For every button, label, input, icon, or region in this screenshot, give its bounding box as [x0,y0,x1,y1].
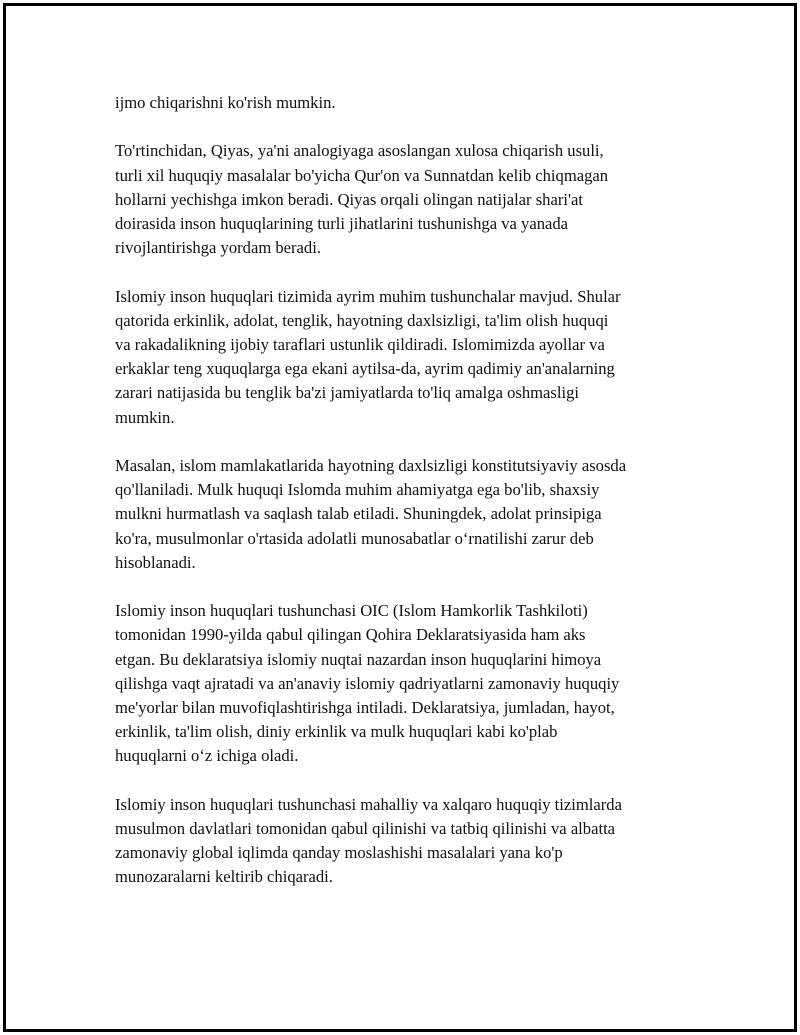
text-line: hisoblanadi. [115,552,196,572]
text-line: Islomiy inson huquqlari tushunchasi mahalliy va xalqaro huquqiy tizimlarda [115,794,622,814]
paragraph [115,91,695,115]
text-line: mulkni hurmatlash va saqlash talab etiladi. Shuningdek, adolat prinsipiga [115,504,602,524]
text-line: qo'llaniladi. Mulk huquqi Islomda muhim ahamiyatga ega bo'lib, shaxsiy [115,480,600,500]
text-line: munozaralarni keltirib chiqaradi. [115,867,333,887]
text-line: erkinlik, ta'lim olish, diniy erkinlik va mulk huquqlari kabi ko'plab [115,722,558,742]
text-line: zarari natijasida bu tenglik ba'zi jamiyatlarda to'liq amalga oshmasligi [115,383,580,403]
text-line: Masalan, islom mamlakatlarida hayotning daxlsizligi konstitutsiyaviy asosda [115,456,627,475]
text-line: mumkin. [115,407,175,427]
paragraph [115,793,695,890]
text-line: turli xil huquqiy masalalar bo'yicha Qur'on va Sunnatdan kelib chiqmagan [115,165,609,185]
text-line: erkaklar teng xuquqlarga ega ekani aytilsa-da, ayrim qadimiy an'analarning [115,359,615,379]
text-line: ko'ra, musulmonlar o'rtasida adolatli munosabatlar o‘rnatilishi zarur deb [115,528,594,548]
text-line: va rakadalikning ijobiy taraflari ustunlik qildiradi. Islomimizda ayollar va [115,335,605,354]
text-line: musulmon davlatlari tomonidan qabul qilinishi va tatbiq qilinishi va albatta [115,819,616,839]
text-line: doirasida inson huquqlarining turli jihatlarini tushunishga va yanada [115,214,569,233]
text-line: zamonaviy global iqlimda qanday moslashishi masalalari yana ko'p [115,843,563,863]
text-line: Islomiy inson huquqlari tushunchasi OIC (Islom Hamkorlik Tashkiloti) [115,601,588,621]
text-line: ijmo chiqarishni ko'rish mumkin. [115,93,336,112]
paragraph [115,454,695,575]
text-line: etgan. Bu deklaratsiya islomiy nuqtai nazardan inson huquqlarini himoya [115,649,602,669]
text-line: huquqlarni o‘z ichiga oladi. [115,746,299,766]
paragraph [115,139,695,260]
text-line: rivojlantirishga yordam beradi. [115,238,321,258]
text-line: me'yorlar bilan muvofiqlashtirishga intiladi. Deklaratsiya, jumladan, hayot, [115,698,615,718]
text-line: Islomiy inson huquqlari tizimida ayrim muhim tushunchalar mavjud. Shular [115,286,621,306]
text-line: tomonidan 1990-yilda qabul qilingan Qohira Deklaratsiyasida ham aks [115,625,586,645]
text-line: hollarni yechishga imkon beradi. Qiyas orqali olingan natijalar shari'at [115,189,583,209]
text-line: qatorida erkinlik, adolat, tenglik, hayotning daxlsizligi, ta'lim olish huquqi [115,310,609,330]
document-body [115,91,695,914]
paragraph [115,599,695,768]
text-line: To'rtinchidan, Qiyas, ya'ni analogiyaga asoslangan xulosa chiqarish usuli, [115,141,604,161]
text-line: qilishga vaqt ajratadi va an'anaviy islomiy qadriyatlarni zamonaviy huquqiy [115,673,620,693]
paragraph [115,285,695,430]
